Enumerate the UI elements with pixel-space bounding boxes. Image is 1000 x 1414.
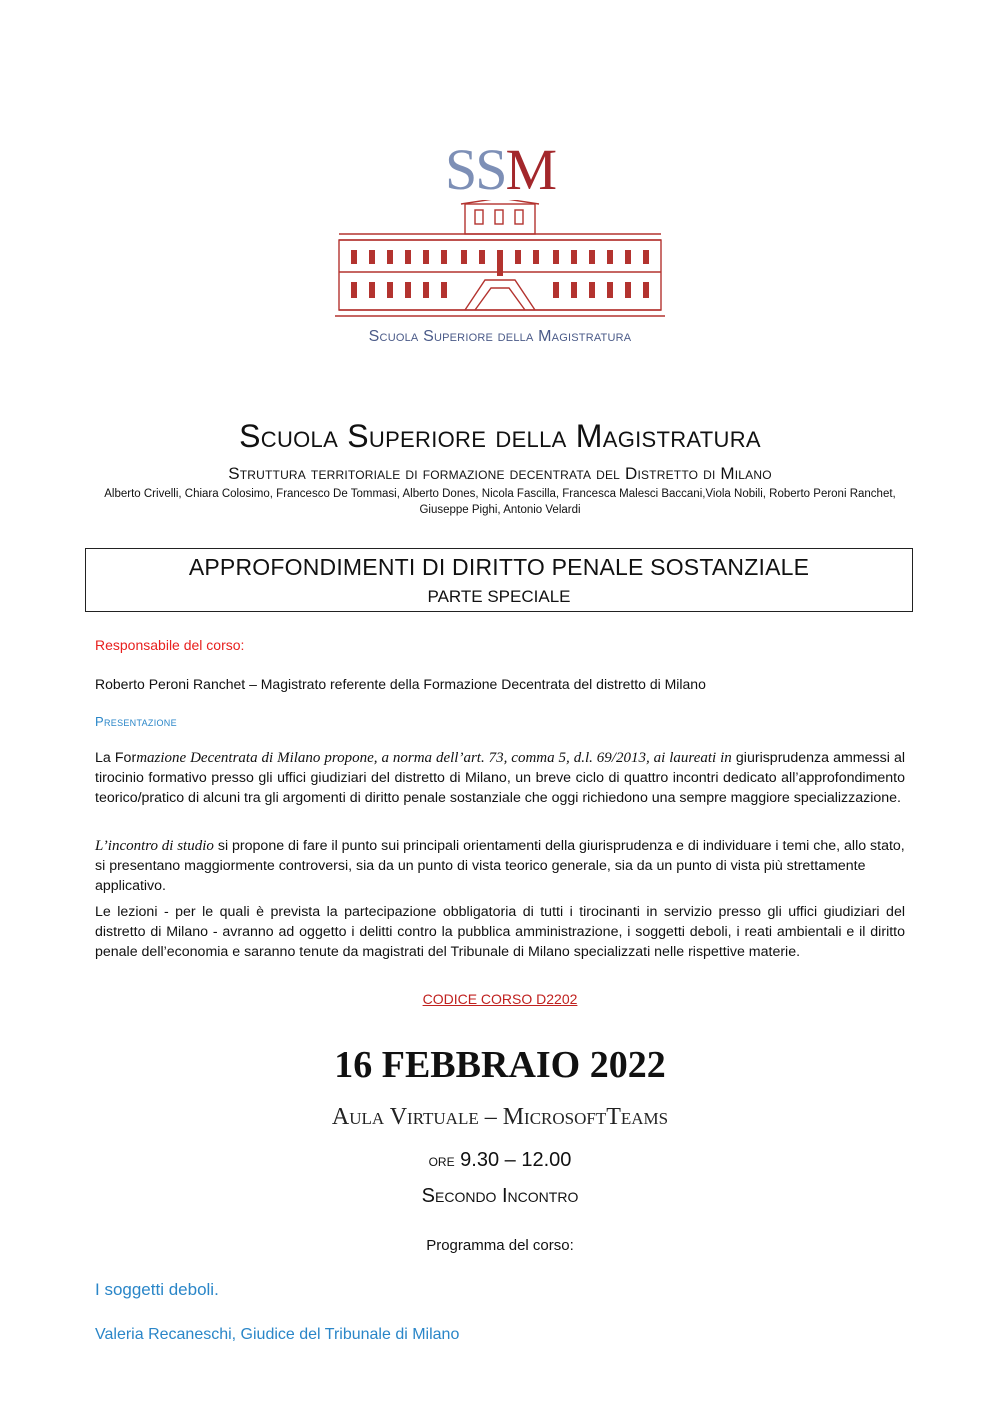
presentation-paragraph-1 [95,748,905,808]
faculty-members: Alberto Crivelli, Chiara Colosimo, Francesco De Tommasi, Alberto Dones, Nicola Fascilla, Francesca Malesci Baccani,Viola Nobili, Roberto Peroni Ranchet, Giuseppe Pighi, Antonio Velardi [104,488,896,516]
presentation-paragraph-3: Le lezioni - per le quali è prevista la partecipazione obbligatoria di tutti i tirocinanti in servizio presso gli uffici giudiziari del distretto di Milano - avranno ad oggetto i delitti contro la pubblica amministrazione, i soggetti deboli, i reati ambientali e il diritto penale dell’economia e saranno tenute da magistrati del Tribunale di Milano specializzati nelle rispettive materie. [95,904,905,960]
event-time-range: 9.30 – 12.00 [454,1149,572,1171]
p2-rest: si propone di fare il punto sui principali orientamenti della giurisprudenza e di individuare i temi che, allo stato, si presentano maggiormente controversi, sia da un punto di vista teorico generale, sia da un punto di vista più strettamente applicativo. [95,838,905,894]
p1-italic: mazione Decentrata di Milano propone, a norma dell’art. 73, comma 5, d.l. 69/2013, ai laureati in [136,750,732,766]
logo-caption: Scuola Superiore della Magistratura [368,328,632,345]
presentation-paragraph-2 [95,836,905,896]
event-meeting: Secondo Incontro [421,1185,579,1207]
logo-letter-m: M [505,137,556,202]
course-code [0,990,1000,1008]
event-date: 16 FEBBRAIO 2022 [334,1044,666,1086]
course-code-text: CODICE CORSO D2202 [422,991,578,1007]
school-title: Scuola Superiore della Magistratura [239,418,761,454]
presentation-heading: Presentazione [95,714,177,729]
course-subtitle: PARTE SPECIALE [427,587,571,606]
event-time-prefix: ore [428,1151,455,1170]
p1-lead: La For [95,750,137,766]
logo-monogram [0,138,1000,202]
program-topic: I soggetti deboli. [95,1280,219,1299]
structure-line: Struttura territoriale di formazione decentrata del Distretto di Milano [228,464,772,483]
logo-letters-ss: SS [444,137,506,202]
program-speaker: Valeria Recaneschi, Giudice del Tribunale di Milano [95,1326,460,1343]
event-venue: Aula Virtuale – MicrosoftTeams [331,1104,669,1130]
responsible-label: Responsabile del corso: [95,637,245,653]
p1-rest: giurisprudenza ammessi al tirocinio formativo presso gli uffici giudiziari del distretto di Milano, un breve ciclo di quattro incontri dedicato all’approfondimento teorico/pratico di alcuni tra gli argomenti di diritto penale sostanziale che oggi richiedono una sempre maggiore specializzazione. [95,750,905,806]
course-title: APPROFONDIMENTI DI DIRITTO PENALE SOSTANZIALE [188,554,810,580]
logo-building-icon [335,200,665,324]
program-label: Programma del corso: [426,1237,574,1254]
p2-italic: L’incontro di studio [95,838,214,854]
event-time [0,1146,1000,1175]
responsible-person: Roberto Peroni Ranchet – Magistrato referente della Formazione Decentrata del distretto di Milano [95,676,706,692]
